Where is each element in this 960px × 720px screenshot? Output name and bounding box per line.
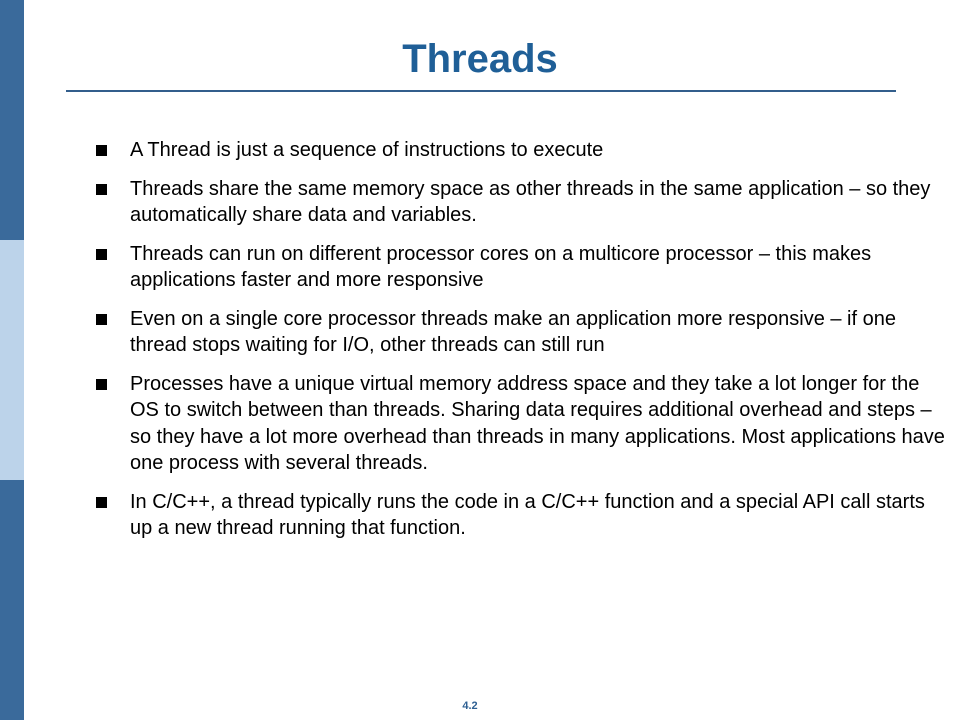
bullet-text: Threads can run on different processor cores on a multicore processor – this makes applications faster and more responsive (130, 242, 872, 291)
bullet-text: In C/C++, a thread typically runs the code in a C/C++ function and a special API call starts up a new thread running that function. (130, 490, 925, 539)
bullet-list (96, 137, 946, 554)
square-bullet-icon (96, 145, 107, 156)
sidebar-segment-bottom (0, 480, 24, 720)
bullet-text: Processes have a unique virtual memory address space and they take a lot longer for the OS to switch between than threads. Sharing data requires additional overhead and steps – so they have a lot more overhead than threads in many applications. Most applications have one process with several threads. (130, 372, 945, 474)
bullet-item (96, 489, 946, 542)
page-number: 4.2 (462, 700, 478, 712)
bullet-item (96, 176, 946, 229)
slide-title: Threads (402, 37, 558, 81)
bullet-text: A Thread is just a sequence of instructions to execute (130, 139, 604, 161)
bullet-item (96, 371, 946, 477)
bullet-item (96, 306, 946, 359)
sidebar-segment-middle (0, 240, 24, 480)
bullet-item (96, 241, 946, 294)
bullet-item (96, 137, 946, 164)
bullet-text: Threads share the same memory space as other threads in the same application – so they automatically share data and variables. (130, 177, 931, 226)
title-underline (66, 90, 896, 92)
square-bullet-icon (96, 249, 107, 260)
square-bullet-icon (96, 379, 107, 390)
sidebar-accent (0, 0, 24, 720)
square-bullet-icon (96, 314, 107, 325)
square-bullet-icon (96, 184, 107, 195)
square-bullet-icon (96, 497, 107, 508)
bullet-text: Even on a single core processor threads make an application more responsive – if one thread stops waiting for I/O, other threads can still run (130, 307, 896, 356)
